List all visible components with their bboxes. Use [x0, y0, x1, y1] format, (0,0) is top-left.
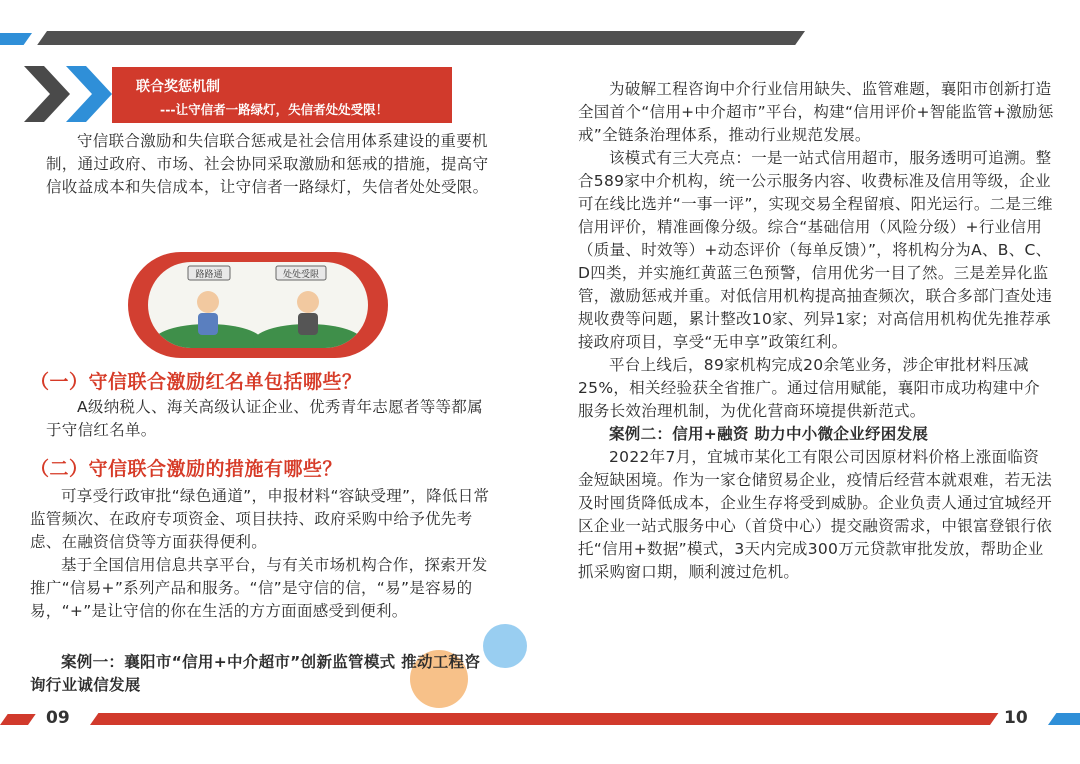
bottom-right-stripe: [1048, 713, 1080, 725]
right-paragraph-1: 为破解工程咨询中介行业信用缺失、监管难题，襄阳市创新打造全国首个“信用+中介超市”平台，构建“信用评价+智能监管+激励惩戒”全链条治理体系，推动行业规范发展。: [578, 80, 1054, 144]
top-blue-stripe: [0, 33, 32, 45]
sign-left-text: 路路通: [195, 270, 223, 280]
top-gray-stripe: [37, 31, 805, 45]
q2-text-1: 可享受行政审批“绿色通道”，申报材料“容缺受理”，降低日常监管频次、在政府专项资金、项目扶持、政府采购中给予优先考虑、在融资信贷等方面获得便利。: [30, 487, 490, 551]
illustration-image: [148, 262, 368, 348]
right-paragraph-3: 平台上线后，89家机构完成20余笔业务，涉企审批材料压减25%，相关经验获全省推广。通过信用赋能，襄阳市成功构建中介服务长效治理机制，为优化营商环境提供新范式。: [578, 356, 1040, 420]
chevron-gray-icon: [24, 66, 70, 122]
sign-right-text: 处处受限: [282, 270, 320, 280]
bottom-red-stripe: [90, 713, 998, 725]
q2-paragraphs: [30, 485, 494, 623]
intro-paragraph: [46, 130, 492, 199]
right-paragraph-2: 该模式有三大亮点：一是一站式信用超市，服务透明可追溯。整合589家中介机构，统一公示服务内容、收费标准及信用等级，企业可在线比选并“一事一评”，实现交易全程留痕、阳光运行。二是三维信用评价，精准画像分级。综合“基础信用（风险分级）+行业信用（质量、时效等）+动态评价（每单反馈）”，将机构分为A、B、C、D四类，并实施红黄蓝三色预警，信用优劣一目了然。三是差异化监管，激励惩戒并重。对低信用机构提高抽查频次，联合多部门查处违规收费等问题，累计整改10家、列异1家；对高信用机构优先推荐承接政府项目，享受“无申享”政策红利。: [578, 149, 1053, 351]
q1-paragraph: [46, 396, 492, 442]
right-column: [578, 78, 1054, 584]
case1-heading: [30, 651, 494, 697]
bottom-left-stripe: [0, 714, 36, 725]
q2-heading: （二）守信联合激励的措施有哪些？: [30, 458, 343, 480]
case2-heading: 案例二：信用+融资 助力中小微企业纾困发展: [609, 425, 929, 443]
q2-text-2: 基于全国信用信息共享平台，与有关市场机构合作，探索开发推广“信易+”系列产品和服务。“信”是守信的信，“易”是容易的易，“+”是让守信的你在生活的方方面面感受到便利。: [30, 556, 488, 620]
section-title: 联合奖惩机制: [136, 79, 220, 95]
page-number-right: 10: [1004, 708, 1028, 728]
page-number-left: 09: [46, 708, 70, 728]
q1-text: A级纳税人、海关高级认证企业、优秀青年志愿者等等都属于守信红名单。: [46, 398, 483, 439]
chevron-blue-icon: [66, 66, 112, 122]
right-paragraph-4: 2022年7月，宜城市某化工有限公司因原材料价格上涨面临资金短缺困境。作为一家仓储贸易企业，疫情后经营本就艰难，若无法及时囤货降低成本，企业生存将受到威胁。企业负责人通过宜城经开区企业一站式服务中心（首贷中心）提交融资需求，中银富登银行依托“信用+数据”模式，3天内完成300万元贷款审批发放，帮助企业抓采购窗口期，顺利渡过危机。: [578, 448, 1053, 581]
intro-text: 守信联合激励和失信联合惩戒是社会信用体系建设的重要机制，通过政府、市场、社会协同采取激励和惩戒的措施，提高守信收益成本和失信成本，让守信者一路绿灯，失信者处处受限。: [46, 132, 489, 196]
case1-heading-text: 案例一：襄阳市“信用+中介超市”创新监管模式 推动工程咨询行业诚信发展: [30, 653, 481, 694]
section-subtitle: ---让守信者一路绿灯，失信者处处受限！: [160, 102, 389, 117]
cartoon-figures-icon: [148, 262, 368, 348]
q1-heading: （一）守信联合激励红名单包括哪些？: [30, 371, 362, 393]
